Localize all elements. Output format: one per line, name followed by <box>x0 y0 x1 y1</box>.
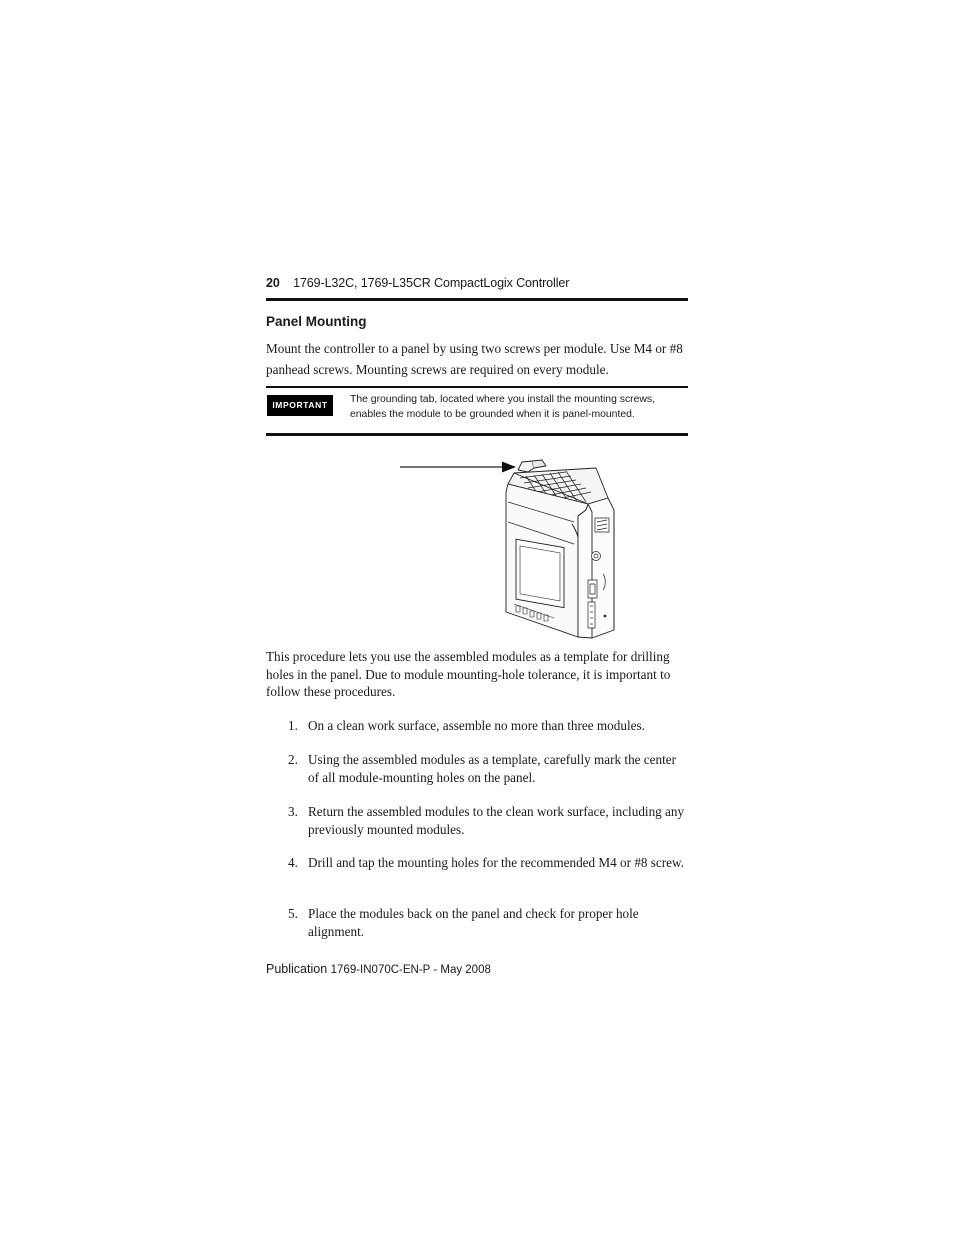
step-text: Return the assembled modules to the clean work surface, including any previously mounted modules. <box>308 804 685 837</box>
step-text: Using the assembled modules as a template, carefully mark the center of all module-mounting holes on the panel. <box>308 752 677 785</box>
controller-module-illustration <box>396 452 622 644</box>
step-number: 2. <box>288 752 298 767</box>
pointer-arrowhead <box>502 462 516 473</box>
header-rule <box>266 298 688 301</box>
grounding-tab <box>518 460 546 472</box>
section-intro: Mount the controller to a panel by using two screws per module. Use M4 or #8 panhead screws. Mounting screws are required on every module. <box>266 341 683 377</box>
page-header <box>266 276 688 290</box>
step-text: Place the modules back on the panel and check for proper hole alignment. <box>308 906 639 939</box>
page-number: 20 <box>266 276 280 290</box>
publication-id: 1769-IN070C-EN-P - May 2008 <box>330 964 491 976</box>
important-badge: IMPORTANT <box>267 395 333 416</box>
running-title: 1769-L32C, 1769-L35CR CompactLogix Controller <box>293 276 570 290</box>
step-number: 1. <box>288 718 298 733</box>
step-number: 5. <box>288 906 298 921</box>
step-number: 4. <box>288 855 298 870</box>
step-text: On a clean work surface, assemble no more than three modules. <box>308 718 645 733</box>
serial-port <box>588 580 597 598</box>
step-number: 3. <box>288 804 298 819</box>
page-footer <box>266 962 491 976</box>
procedure-intro: This procedure lets you use the assembled modules as a template for drilling holes in the panel. Due to module mounting-hole tolerance, it is important to follow these procedures. <box>266 649 671 699</box>
publication-label: Publication <box>266 962 328 976</box>
step-text: Drill and tap the mounting holes for the recommended M4 or #8 screw. <box>308 855 684 870</box>
important-text: The grounding tab, located where you install the mounting screws, enables the module to be grounded when it is panel-mounted. <box>350 394 655 420</box>
section-title: Panel Mounting <box>266 314 367 329</box>
important-callout <box>266 386 688 436</box>
